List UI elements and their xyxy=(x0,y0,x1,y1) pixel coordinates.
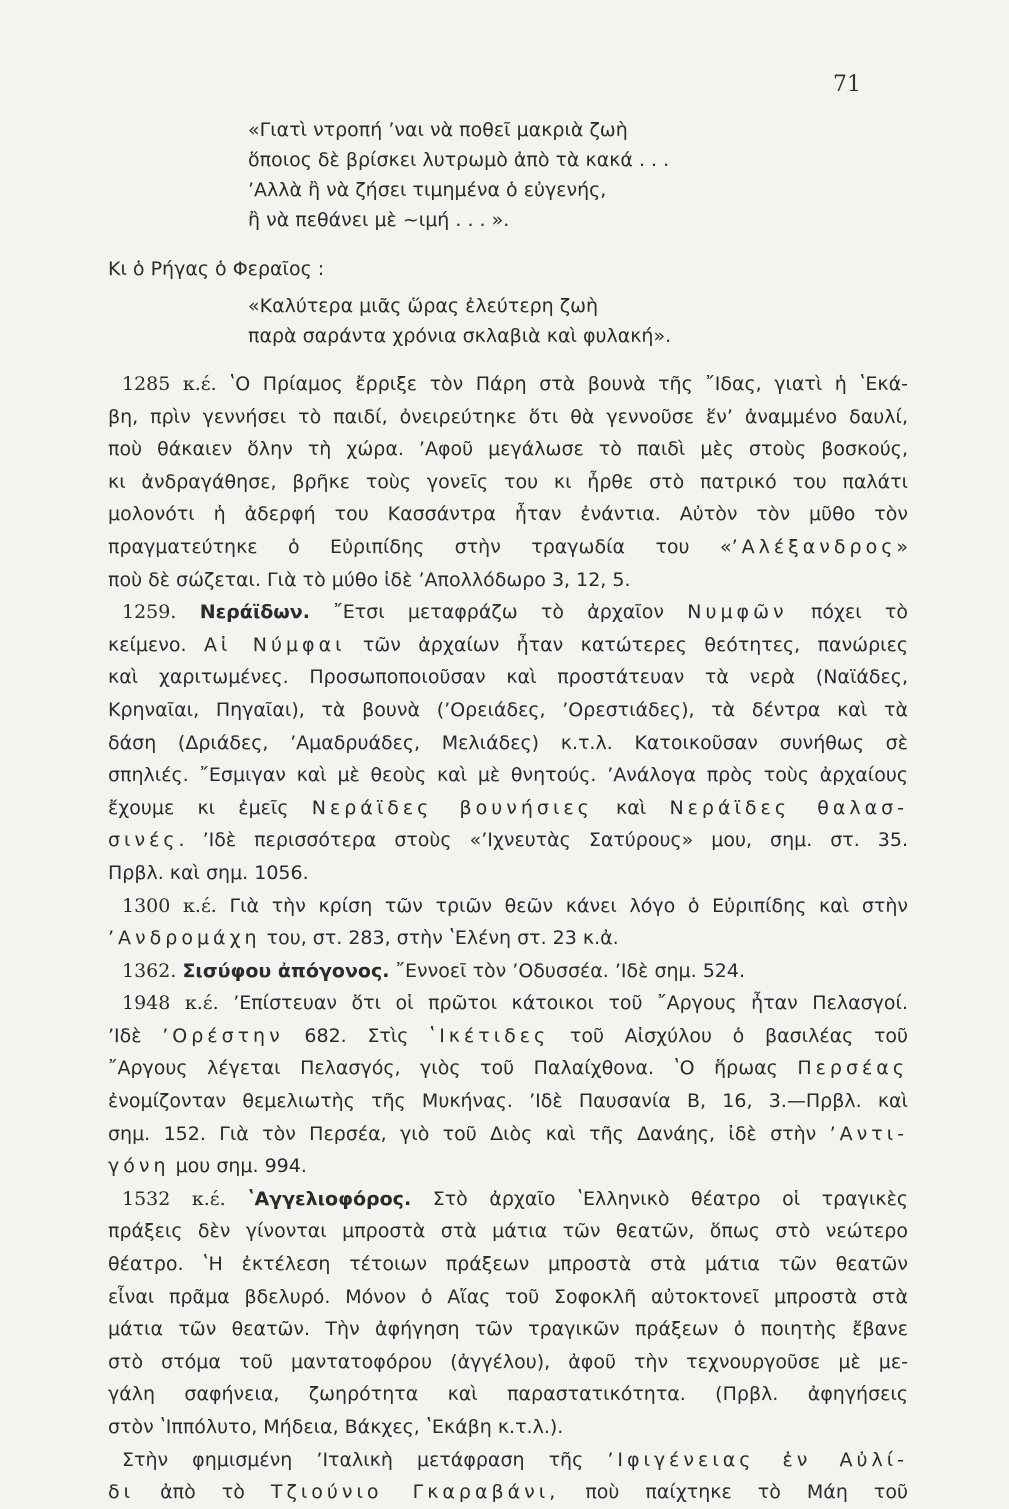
text-line xyxy=(108,1052,908,1085)
spaced-title: ’Ιφιγένειας ἐν Αὐλί- xyxy=(607,1448,908,1471)
spaced-word: Νεράϊδες θαλασ- xyxy=(669,796,908,819)
text-line: ποὺ δὲ σώζεται. Γιὰ τὸ μύθο ἰδὲ ’Απολλόδωρο 3, 12, 5. xyxy=(108,568,631,591)
spaced-title: ’Ορέστην xyxy=(162,1024,284,1047)
text-span: τῶν ἀρχαίων ἦταν κατώτερες θεότητες, πανώριες xyxy=(362,633,908,656)
text-span: πραγματεύτηκε ὁ Εὐριπίδης στὴν τραγωδία του « xyxy=(108,535,732,558)
poem-quote-2 xyxy=(248,291,671,351)
spaced-word: Νεράϊδες βουνήσιες xyxy=(311,796,593,819)
text-line: στὸ στόμα τοῦ μαντατοφόρου (ἀγγέλου), ἀφοῦ τὴν τεχνουργοῦσε μὲ με- xyxy=(108,1350,908,1373)
text-line: δάση (Δριάδες, ’Αμαδρυάδες, Μελιάδες) κ.τ.λ. Κατοικοῦσαν συνήθως σὲ xyxy=(108,731,908,754)
note-ref: 1259. xyxy=(122,601,177,624)
text-line: εἶναι πρᾶμα βδελυρό. Μόνον ὁ Αἴας τοῦ Σοφοκλῆ αὐτοκτονεῖ μπροστὰ στὰ xyxy=(108,1285,908,1308)
text-line: μάτια τῶν θεατῶν. Τὴν ἀφήγηση τῶν τραγικῶν πράξεων ὁ ποιητὴς ἔβανε xyxy=(108,1318,908,1341)
text-line xyxy=(108,1183,908,1216)
note-ref: 1285 κ.έ. xyxy=(122,373,217,395)
text-span: ʽΟ Πρίαμος ἔρριξε τὸν Πάρη στὰ βουνὰ τῆς ῎Ιδας, γιατὶ ἡ ʽΕκά- xyxy=(229,373,908,395)
text-line: σπηλιές. ῎Εσμιγαν καὶ μὲ θεοὺς καὶ μὲ θνητούς. ’Ανάλογα πρὸς τοὺς ἀρχαίους xyxy=(108,764,908,787)
spaced-title: γόνη xyxy=(108,1155,170,1178)
note-heading: ʽΑγγελιοφόρος. xyxy=(247,1187,412,1210)
text-line xyxy=(108,955,908,988)
text-span: ῎Ετσι μεταφράζω τὸ ἀρχαῖον xyxy=(333,601,664,624)
text-line xyxy=(108,987,908,1020)
text-span: ῎Αργους λέγεται Πελασγός, γιὸς τοῦ Παλαίχθονα. ʽΟ ἥρωας xyxy=(108,1057,778,1080)
text-span: ῎Εννοεῖ τὸν ’Οδυσσέα. ’Ιδὲ σημ. 524. xyxy=(395,959,745,982)
text-line: γάλη σαφήνεια, ζωηρότητα καὶ παραστατικότητα. (Πρβλ. ἀφηγήσεις xyxy=(108,1383,908,1406)
text-span: σημ. 152. Γιὰ τὸν Περσέα, γιὸ τοῦ Διὸς καὶ τῆς Δανάης, ἰδὲ στὴν xyxy=(108,1122,817,1145)
text-line: μολονότι ἡ ἀδερφή του Κασσάντρα ἦταν ἐνάντια. Αὐτὸν τὸν μῦθο τὸν xyxy=(108,503,908,526)
spaced-title: ’Αντι- xyxy=(829,1122,908,1145)
text-span: πόχει τὸ xyxy=(810,601,908,624)
text-line xyxy=(108,1150,908,1183)
poem-line: ὅποιος δὲ βρίσκει λυτρωμὸ ἀπὸ τὰ κακά . . . xyxy=(248,149,670,171)
text-span: ἀπὸ τὸ xyxy=(160,1481,245,1504)
text-line: καὶ χαριτωμένες. Προσωποποιοῦσαν καὶ προστάτευαν τὰ νερὰ (Ναϊάδες, xyxy=(108,666,908,689)
text-span: μου σημ. 994. xyxy=(175,1155,307,1178)
text-line xyxy=(108,596,908,629)
text-span: ’Ιδὲ xyxy=(108,1024,142,1047)
spaced-word: Αἱ Νύμφαι xyxy=(203,633,346,656)
poem-line: ἢ νὰ πεθάνει μὲ ~ιμή . . . ». xyxy=(248,209,510,231)
text-span: του, στ. 283, στὴν ʽΕλένη στ. 23 κ.ἀ. xyxy=(266,927,619,950)
poem-intro: Κι ὁ Ρήγας ὁ Φεραῖος : xyxy=(108,258,325,280)
text-span: » xyxy=(896,535,908,558)
note-ref: 1362. xyxy=(122,959,177,982)
spaced-word: Περσέας xyxy=(797,1057,908,1080)
note-ref: 1300 κ.έ. xyxy=(122,894,217,917)
text-line xyxy=(108,824,908,857)
text-span: ’Επίστευαν ὅτι οἱ πρῶτοι κάτοικοι τοῦ ῎Αργους ἦταν Πελασγοί. xyxy=(233,992,908,1015)
text-span: Γιὰ τὴν κρίση τῶν τριῶν θεῶν κάνει λόγο ὁ Εὐριπίδης καὶ στὴν xyxy=(229,894,908,917)
text-line: βη, πρὶν γεννήσει τὸ παιδί, ὀνειρεύτηκε ὅτι θὰ γεννοῦσε ἕν’ ἀναμμένο δαυλί, xyxy=(108,405,908,428)
text-line xyxy=(108,629,908,662)
text-line xyxy=(108,1444,908,1477)
poem-line: «Καλύτερα μιᾶς ὥρας ἐλεύτερη ζωὴ xyxy=(248,295,599,317)
note-ref: 1948 κ.έ. xyxy=(122,992,219,1015)
text-span: Στὸ ἀρχαῖο ʽΕλληνικὸ θέατρο οἱ τραγικὲς xyxy=(432,1187,908,1210)
text-line xyxy=(108,922,908,955)
text-span: τοῦ Αἰσχύλου ὁ βασιλέας τοῦ xyxy=(569,1024,908,1047)
text-line xyxy=(108,1476,908,1509)
text-line: ποὺ θάκαιεν ὅλην τὴ χώρα. ’Αφοῦ μεγάλωσε τὸ παιδὶ μὲς στοὺς βοσκούς, xyxy=(108,438,908,461)
text-span: κείμενο. xyxy=(108,633,187,656)
poem-quote-1 xyxy=(248,115,669,235)
commentary-body xyxy=(108,368,908,1509)
note-heading: Νεράϊδων. xyxy=(199,601,310,624)
text-line: Πρβλ. καὶ σημ. 1056. xyxy=(108,861,309,884)
spaced-name: Τζιούνιο Γκαραβάνι, xyxy=(270,1481,560,1504)
spaced-word: σινές xyxy=(108,829,179,852)
poem-line: παρὰ σαράντα χρόνια σκλαβιὰ καὶ φυλακή». xyxy=(248,325,672,347)
text-span: Στὴν φημισμένη ’Ιταλικὴ μετάφραση τῆς xyxy=(122,1448,584,1471)
text-line: ἐνομίζονταν θεμελιωτὴς τῆς Μυκήνας. ’Ιδὲ Παυσανία Β, 16, 3.—Πρβλ. καὶ xyxy=(108,1090,908,1113)
text-span: . ’Ιδὲ περισσότερα στοὺς «’Ιχνευτὰς Σατύρους» μου, σημ. στ. 35. xyxy=(178,829,908,852)
text-line xyxy=(108,792,908,825)
poem-line: «Γιατὶ ντροπή ’ναι νὰ ποθεῖ μακριὰ ζωὴ xyxy=(248,119,628,141)
spaced-title: ʽΙκέτιδες xyxy=(429,1024,550,1047)
text-span: καὶ xyxy=(616,796,647,819)
text-line: πράξεις δὲν γίνονται μπροστὰ στὰ μάτια τῶν θεατῶν, ὅπως στὸ νεώτερο xyxy=(108,1220,908,1243)
text-span: 682. Στὶς xyxy=(304,1024,409,1047)
text-line: κι ἀνδραγάθησε, βρῆκε τοὺς γονεῖς του κι ἦρθε στὸ πατρικό του παλάτι xyxy=(108,470,908,493)
text-span: ἔχουμε κι ἐμεῖς xyxy=(108,796,289,819)
text-line xyxy=(108,368,908,401)
page-number: 71 xyxy=(833,72,861,97)
text-line xyxy=(108,1118,908,1151)
poem-line: ’Αλλὰ ἢ νὰ ζήσει τιμημένα ὁ εὐγενής, xyxy=(248,179,607,201)
text-line xyxy=(108,890,908,923)
spaced-word: Νυμφῶν xyxy=(687,601,788,624)
text-line: στὸν ʽΙππόλυτο, Μήδεια, Βάκχες, ʽΕκάβη κ.τ.λ.). xyxy=(108,1416,564,1438)
note-ref: 1532 κ.έ. xyxy=(122,1187,226,1210)
text-line: Κρηναῖαι, Πηγαῖαι), τὰ βουνὰ (’Ορειάδες, ’Ορεστιάδες), τὰ δέντρα καὶ τὰ xyxy=(108,698,908,721)
text-line: θέατρο. ʽΗ ἐκτέλεση τέτοιων πράξεων μπροστὰ στὰ μάτια τῶν θεατῶν xyxy=(108,1253,908,1276)
spaced-title: ’Ανδρομάχη xyxy=(108,927,261,950)
spaced-title: ’Αλέξανδρος xyxy=(731,535,897,558)
spaced-title: δι xyxy=(108,1481,135,1504)
text-line xyxy=(108,531,908,564)
note-heading: Σισύφου ἀπόγονος. xyxy=(182,959,390,982)
text-line xyxy=(108,1020,908,1053)
text-span: ποὺ παίχτηκε τὸ Μάη τοῦ xyxy=(585,1481,908,1504)
